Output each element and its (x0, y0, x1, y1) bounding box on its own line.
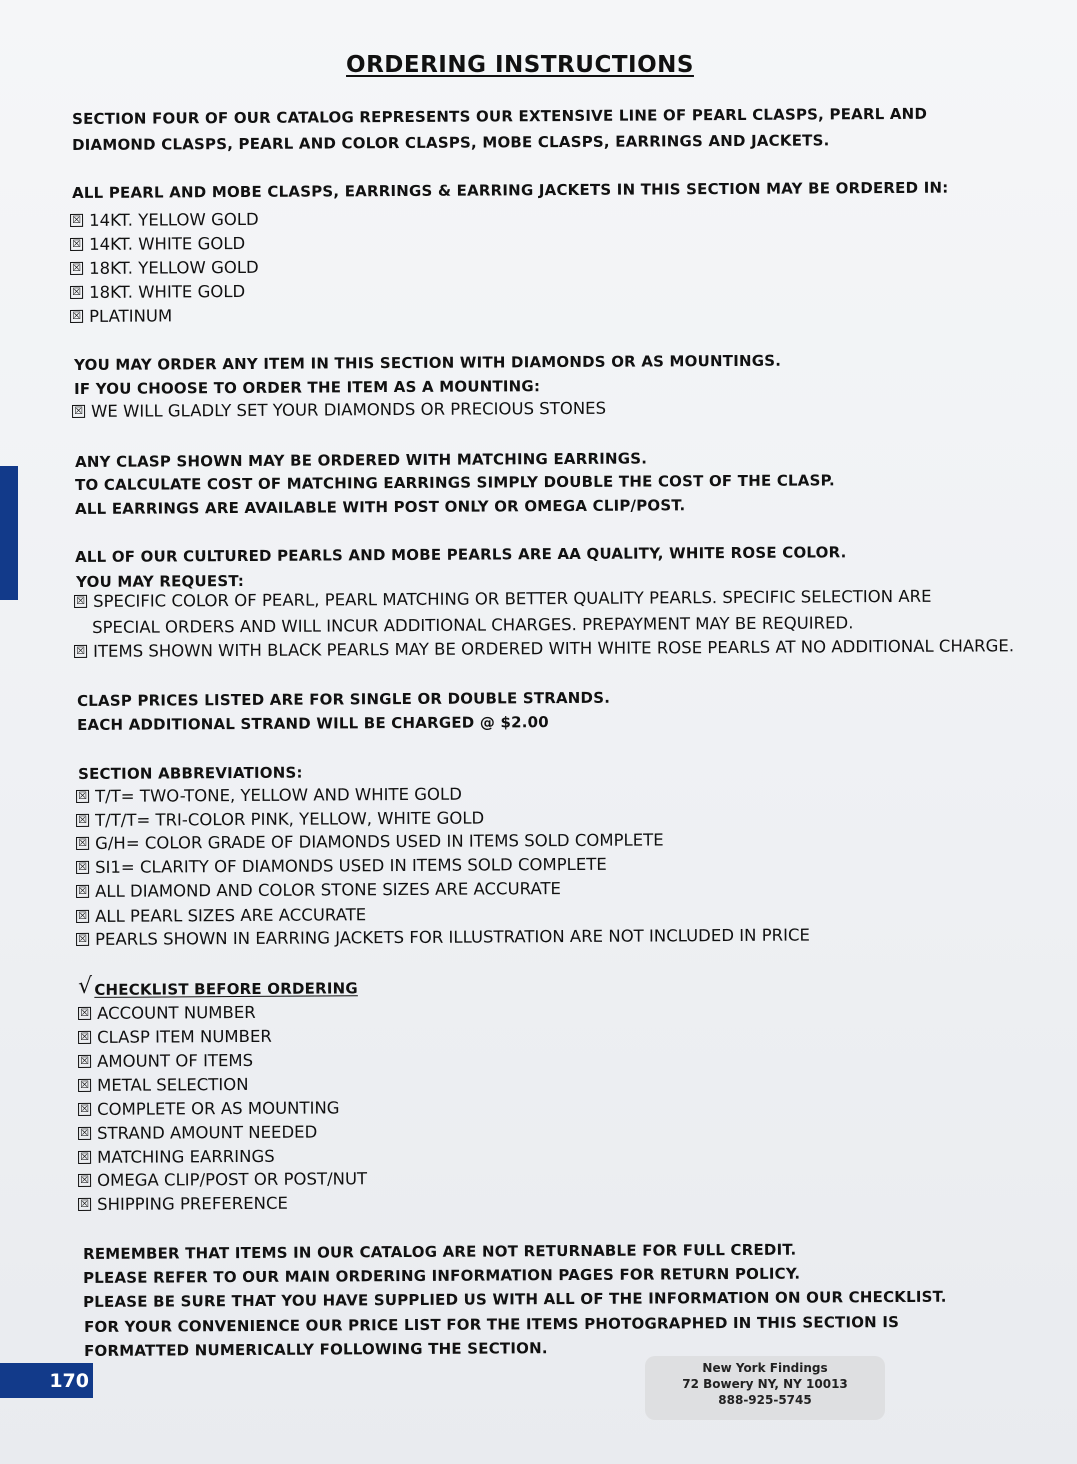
abbreviation-item: ☒ ALL PEARL SIZES ARE ACCURATE (76, 905, 366, 926)
pearls-item-continued: SPECIAL ORDERS AND WILL INCUR ADDITIONAL CHARGES. PREPAYMENT MAY BE REQUIRED. (92, 613, 854, 637)
metal-item: ☒ 18KT. YELLOW GOLD (70, 258, 259, 278)
earrings-line: ALL EARRINGS ARE AVAILABLE WITH POST ONLY OR OMEGA CLIP/POST. (75, 496, 686, 518)
checked-box-icon: ☒ (74, 595, 87, 608)
pearls-line: ALL OF OUR CULTURED PEARLS AND MOBE PEARLS ARE AA QUALITY, WHITE ROSE COLOR. (75, 543, 847, 566)
checkmark-icon: √ (78, 973, 93, 999)
clasp-prices-line: EACH ADDITIONAL STRAND WILL BE CHARGED @ $2.00 (77, 713, 549, 734)
closing-line: PLEASE REFER TO OUR MAIN ORDERING INFORMATION PAGES FOR RETURN POLICY. (83, 1264, 801, 1287)
abbreviation-item: ☒ T/T= TWO-TONE, YELLOW AND WHITE GOLD (76, 785, 462, 806)
earrings-line: ANY CLASP SHOWN MAY BE ORDERED WITH MATCHING EARRINGS. (75, 449, 648, 471)
metal-item: ☒ 14KT. YELLOW GOLD (70, 210, 259, 230)
abbreviation-item: ☒ ALL DIAMOND AND COLOR STONE SIZES ARE ACCURATE (76, 879, 561, 901)
checked-box-icon: ☒ (76, 885, 89, 898)
checked-box-icon: ☒ (78, 1055, 91, 1068)
checked-box-icon: ☒ (76, 910, 89, 923)
checked-box-icon: ☒ (78, 1151, 91, 1164)
pearls-item: ☒ ITEMS SHOWN WITH BLACK PEARLS MAY BE ORDERED WITH WHITE ROSE PEARLS AT NO ADDITIONAL CHARGE. (74, 636, 1014, 661)
checked-box-icon: ☒ (70, 214, 83, 227)
checked-box-icon: ☒ (70, 310, 83, 323)
abbreviation-item: ☒ T/T/T= TRI-COLOR PINK, YELLOW, WHITE GOLD (76, 809, 484, 830)
page-title: ORDERING INSTRUCTIONS (346, 52, 694, 78)
pearls-item: ☒ SPECIFIC COLOR OF PEARL, PEARL MATCHING OR BETTER QUALITY PEARLS. SPECIFIC SELECTION ARE (74, 587, 932, 611)
section-tab-marker (0, 466, 18, 600)
closing-line: PLEASE BE SURE THAT YOU HAVE SUPPLIED US WITH ALL OF THE INFORMATION ON OUR CHECKLIST. (83, 1287, 947, 1311)
metal-item: ☒ 18KT. WHITE GOLD (70, 282, 245, 302)
checklist-item: ☒ METAL SELECTION (78, 1075, 249, 1095)
checklist-item: ☒ COMPLETE OR AS MOUNTING (78, 1098, 340, 1119)
intro-line: DIAMOND CLASPS, PEARL AND COLOR CLASPS, MOBE CLASPS, EARRINGS AND JACKETS. (72, 131, 830, 154)
address-label (645, 1356, 885, 1420)
clasp-prices-line: CLASP PRICES LISTED ARE FOR SINGLE OR DOUBLE STRANDS. (77, 688, 611, 710)
checklist-item: ☒ OMEGA CLIP/POST OR POST/NUT (78, 1169, 367, 1190)
checked-box-icon: ☒ (70, 286, 83, 299)
checklist-item: ☒ STRAND AMOUNT NEEDED (78, 1123, 317, 1143)
checked-box-icon: ☒ (74, 645, 87, 658)
abbreviation-item: ☒ G/H= COLOR GRADE OF DIAMONDS USED IN ITEMS SOLD COMPLETE (76, 830, 664, 853)
intro-line: SECTION FOUR OF OUR CATALOG REPRESENTS OUR EXTENSIVE LINE OF PEARL CLASPS, PEARL AND (72, 104, 928, 128)
mountings-line: IF YOU CHOOSE TO ORDER THE ITEM AS A MOUNTING: (74, 377, 541, 398)
checked-box-icon: ☒ (76, 814, 89, 827)
checked-box-icon: ☒ (78, 1127, 91, 1140)
earrings-line: TO CALCULATE COST OF MATCHING EARRINGS SIMPLY DOUBLE THE COST OF THE CLASP. (75, 471, 835, 494)
checklist-item: ☒ MATCHING EARRINGS (78, 1147, 275, 1167)
checked-box-icon: ☒ (72, 405, 85, 418)
checklist-item: ☒ ACCOUNT NUMBER (78, 1003, 256, 1023)
checked-box-icon: ☒ (76, 837, 89, 850)
checked-box-icon: ☒ (78, 1174, 91, 1187)
checked-box-icon: ☒ (70, 262, 83, 275)
closing-line: FORMATTED NUMERICALLY FOLLOWING THE SECTION. (84, 1339, 548, 1360)
mountings-line: YOU MAY ORDER ANY ITEM IN THIS SECTION WITH DIAMONDS OR AS MOUNTINGS. (74, 351, 782, 374)
company-name: New York Findings (702, 1361, 828, 1375)
checklist-heading: √ CHECKLIST BEFORE ORDERING (78, 973, 358, 999)
checked-box-icon: ☒ (70, 238, 83, 251)
checked-box-icon: ☒ (76, 790, 89, 803)
checked-box-icon: ☒ (78, 1198, 91, 1211)
metals-heading: ALL PEARL AND MOBE CLASPS, EARRINGS & EARRING JACKETS IN THIS SECTION MAY BE ORDERED IN: (72, 178, 949, 202)
page-number: 170 (0, 1363, 93, 1398)
abbreviation-item: ☒ PEARLS SHOWN IN EARRING JACKETS FOR ILLUSTRATION ARE NOT INCLUDED IN PRICE (76, 926, 810, 949)
company-address: 72 Bowery NY, NY 10013 (682, 1377, 848, 1391)
company-phone: 888-925-5745 (718, 1393, 812, 1407)
abbreviations-heading: SECTION ABBREVIATIONS: (78, 763, 303, 783)
pearls-line: YOU MAY REQUEST: (76, 571, 245, 591)
checked-box-icon: ☒ (76, 933, 89, 946)
checklist-item: ☒ AMOUNT OF ITEMS (78, 1051, 253, 1071)
checklist-item: ☒ SHIPPING PREFERENCE (78, 1194, 288, 1214)
checked-box-icon: ☒ (78, 1079, 91, 1092)
metal-item: ☒ PLATINUM (70, 306, 172, 326)
checked-box-icon: ☒ (76, 861, 89, 874)
closing-line: FOR YOUR CONVENIENCE OUR PRICE LIST FOR THE ITEMS PHOTOGRAPHED IN THIS SECTION IS (84, 1313, 900, 1336)
closing-line: REMEMBER THAT ITEMS IN OUR CATALOG ARE NOT RETURNABLE FOR FULL CREDIT. (83, 1240, 797, 1263)
abbreviation-item: ☒ SI1= CLARITY OF DIAMONDS USED IN ITEMS SOLD COMPLETE (76, 855, 607, 877)
checked-box-icon: ☒ (78, 1031, 91, 1044)
mountings-item: ☒ WE WILL GLADLY SET YOUR DIAMONDS OR PRECIOUS STONES (72, 399, 606, 421)
metal-item: ☒ 14KT. WHITE GOLD (70, 234, 245, 254)
checked-box-icon: ☒ (78, 1103, 91, 1116)
checklist-item: ☒ CLASP ITEM NUMBER (78, 1027, 272, 1047)
checked-box-icon: ☒ (78, 1007, 91, 1020)
